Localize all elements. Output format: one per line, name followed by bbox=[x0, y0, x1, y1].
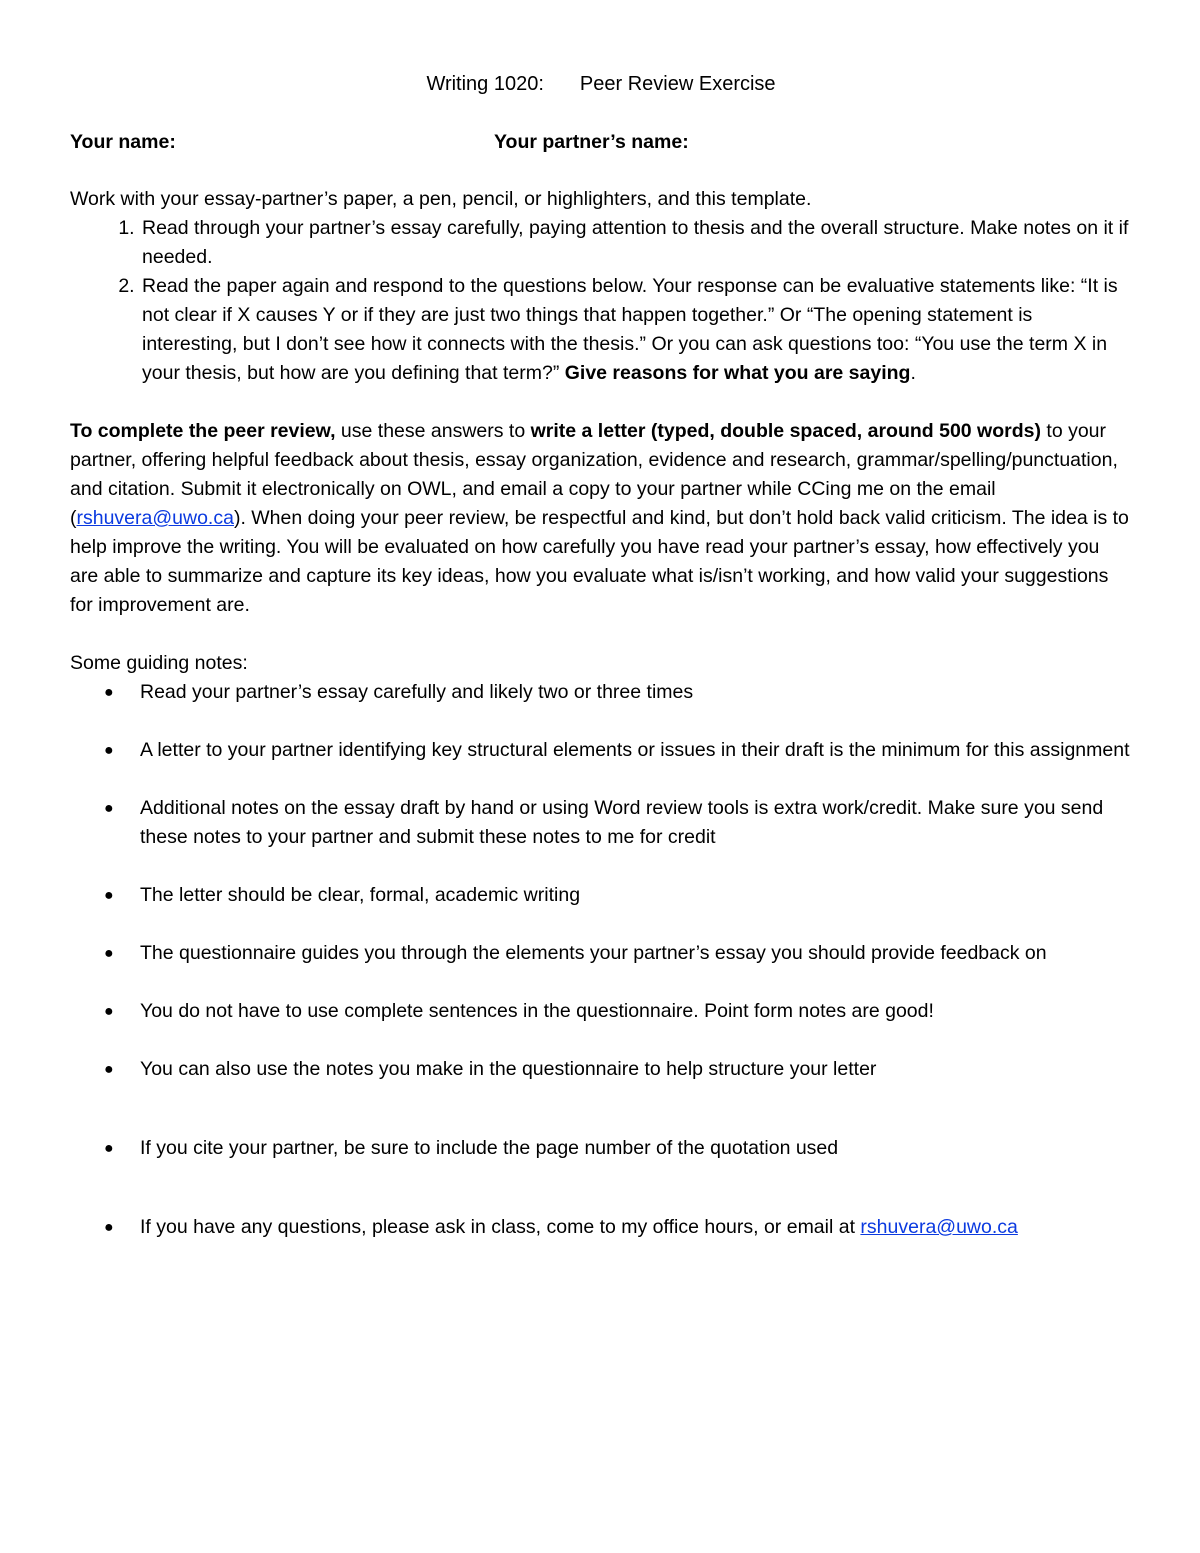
instruction-steps bbox=[70, 214, 1132, 388]
intro-text: Work with your essay-partner’s paper, a pen, pencil, or highlighters, and this template. bbox=[70, 188, 812, 210]
list-item bbox=[70, 1134, 1132, 1163]
document-body bbox=[70, 70, 1132, 1271]
bullet-icon: ● bbox=[104, 742, 114, 759]
bullet-icon: ● bbox=[104, 945, 114, 962]
step-item bbox=[140, 214, 1132, 272]
list-item bbox=[70, 997, 1132, 1026]
list-item-text: The letter should be clear, formal, academic writing bbox=[140, 884, 581, 906]
bullet-icon: ● bbox=[104, 1061, 114, 1078]
completion-text: ). When doing your peer review, be respectful and kind, but don’t hold back valid criticism. The idea is to help improve the writing. You will be evaluated on how carefully you have read your partner’s essay, how effectively you are able to summarize and capture its key ideas, how you evaluate what is/isn’t working, and how valid your suggestions for improvement are. bbox=[70, 507, 1129, 616]
step-text: Read the paper again and respond to the questions below. Your response can be evaluative statements like: “It is not clear if X causes Y or if they are just two things that happen together.” Or “The opening statement is interesting, but I don’t see how it connects with the thesis.” Or you can ask questions too: “You use the term X in your thesis, but how are you defining that term?” bbox=[142, 275, 1118, 384]
list-item bbox=[70, 736, 1132, 765]
list-item-text: Additional notes on the essay draft by hand or using Word review tools is extra work/credit. Make sure you send these notes to your partner and submit these notes to me for credit bbox=[140, 797, 1104, 848]
step-end: . bbox=[910, 362, 916, 384]
list-item-text: If you have any questions, please ask in class, come to my office hours, or email at bbox=[140, 1216, 861, 1238]
bullet-icon: ● bbox=[104, 684, 114, 701]
email-link[interactable]: rshuvera@uwo.ca bbox=[76, 507, 234, 529]
list-item bbox=[70, 1213, 1132, 1242]
step-item bbox=[140, 272, 1132, 388]
completion-lead: To complete the peer review, bbox=[70, 420, 336, 442]
list-item bbox=[70, 794, 1132, 852]
your-name-label: Your name: bbox=[70, 131, 176, 153]
completion-text: to your partner, offering helpful feedback about thesis, essay organization, evidence and research, grammar/spelling/punctuation, and citation. Submit it electronically on OWL, and email a copy to your partner while CCing me on the email ( bbox=[70, 420, 1118, 529]
list-item-text: Read your partner’s essay carefully and likely two or three times bbox=[140, 681, 694, 703]
list-item bbox=[70, 678, 1132, 707]
bullet-icon: ● bbox=[104, 1140, 114, 1157]
completion-paragraph bbox=[70, 417, 1132, 620]
guiding-notes-heading: Some guiding notes: bbox=[70, 652, 248, 674]
completion-text: use these answers to bbox=[335, 420, 531, 442]
bullet-icon: ● bbox=[104, 800, 114, 817]
bullet-icon: ● bbox=[104, 1219, 114, 1236]
list-item bbox=[70, 1055, 1132, 1084]
name-fields bbox=[70, 128, 1132, 158]
completion-letter-requirement: write a letter (typed, double spaced, around 500 words) bbox=[530, 420, 1041, 442]
partner-name-label: Your partner’s name: bbox=[494, 131, 689, 153]
list-item-text: You do not have to use complete sentences in the questionnaire. Point form notes are good! bbox=[140, 1000, 934, 1022]
step-text: Read through your partner’s essay carefully, paying attention to thesis and the overall structure. Make notes on it if needed. bbox=[142, 217, 1129, 268]
list-item-text: A letter to your partner identifying key structural elements or issues in their draft is the minimum for this assignment bbox=[140, 739, 1130, 761]
list-item-text: The questionnaire guides you through the elements your partner’s essay you should provide feedback on bbox=[140, 942, 1047, 964]
exercise-title: Peer Review Exercise bbox=[579, 73, 776, 95]
document-title bbox=[70, 70, 1132, 101]
bullet-icon: ● bbox=[104, 887, 114, 904]
guiding-notes-list bbox=[70, 678, 1132, 1242]
list-item-text: If you cite your partner, be sure to include the page number of the quotation used bbox=[140, 1137, 839, 1159]
list-item bbox=[70, 939, 1132, 968]
list-item bbox=[70, 881, 1132, 910]
step-emphasis: Give reasons for what you are saying bbox=[564, 362, 911, 384]
list-item-text: You can also use the notes you make in the questionnaire to help structure your letter bbox=[140, 1058, 877, 1080]
bullet-icon: ● bbox=[104, 1003, 114, 1020]
email-link[interactable]: rshuvera@uwo.ca bbox=[860, 1216, 1018, 1238]
course-title: Writing 1020: bbox=[426, 73, 544, 95]
